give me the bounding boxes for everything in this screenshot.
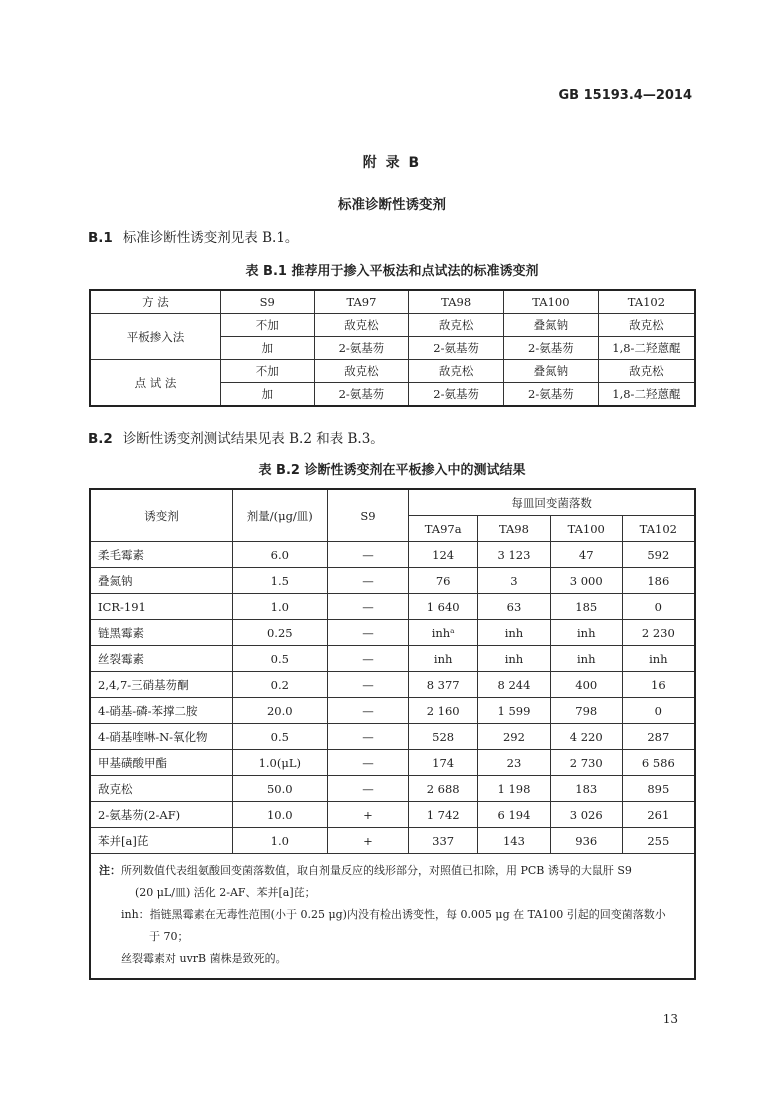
table-cell: —	[327, 646, 409, 672]
header-mutagen: 诱变剂	[90, 489, 232, 542]
table-row	[90, 646, 695, 672]
table-cell: 敌克松	[314, 314, 409, 337]
header-strain: TA97a	[409, 516, 478, 542]
mutagen-name: 4-硝基-磷-苯撑二胺	[90, 698, 232, 724]
table-cell: —	[327, 776, 409, 802]
table-cell: inh	[409, 646, 478, 672]
table-cell: 3 026	[550, 802, 622, 828]
table-cell: 183	[550, 776, 622, 802]
table-cell: 1.0(μL)	[232, 750, 327, 776]
table-cell: inh	[550, 620, 622, 646]
table-cell: 1 742	[409, 802, 478, 828]
table-cell: 敌克松	[409, 314, 504, 337]
table-cell: 528	[409, 724, 478, 750]
note-2-cont: 于 70；	[149, 930, 189, 943]
table-cell: 1 198	[478, 776, 551, 802]
table-notes	[90, 854, 695, 980]
notes-label: 注：	[99, 864, 121, 877]
table-cell: 1.0	[232, 594, 327, 620]
note-1: 所列数值代表组氨酸回变菌落数值，取自剂量反应的线形部分，对照值已扣除，用 PCB 诱导的大鼠肝 S9	[121, 864, 632, 877]
header-cell: S9	[220, 290, 314, 314]
table-row	[90, 542, 695, 568]
note-1-cont: (20 μL/皿) 活化 2-AF、苯并[a]芘；	[135, 886, 316, 899]
table-cell: 0	[622, 594, 695, 620]
table-cell: 20.0	[232, 698, 327, 724]
appendix-title: 标准诊断性诱变剂	[338, 197, 446, 213]
note-2: inh：指链黑霉素在无毒性范围(小于 0.25 μg)内没有检出诱变性，每 0.005 μg 在 TA100 引起的回变菌落数小	[121, 908, 666, 921]
table-cell: —	[327, 750, 409, 776]
table-row	[90, 776, 695, 802]
mutagen-name: 苯并[a]芘	[90, 828, 232, 854]
section-b1	[88, 226, 298, 246]
table-header-row	[90, 290, 695, 314]
header-strain: TA102	[622, 516, 695, 542]
table-cell: inh	[478, 620, 551, 646]
table-cell: 1,8-二羟蒽醌	[598, 337, 695, 360]
notes-row	[90, 854, 695, 980]
header-cell: TA97	[314, 290, 409, 314]
table-cell: 0	[622, 698, 695, 724]
header-cell: TA100	[504, 290, 599, 314]
table-cell: 3	[478, 568, 551, 594]
table-cell: 敌克松	[598, 314, 695, 337]
table-row	[90, 750, 695, 776]
mutagen-name: ICR-191	[90, 594, 232, 620]
method-cell: 点 试 法	[90, 360, 220, 407]
table-cell: 叠氮钠	[504, 360, 599, 383]
table-row	[90, 314, 695, 337]
table-cell: —	[327, 594, 409, 620]
table-cell: —	[327, 620, 409, 646]
table-cell: 10.0	[232, 802, 327, 828]
page-number: 13	[662, 1012, 678, 1026]
table-cell: 2 730	[550, 750, 622, 776]
table-cell: +	[327, 828, 409, 854]
table-row	[90, 594, 695, 620]
table-cell: +	[327, 802, 409, 828]
mutagen-name: 2-氨基芴(2-AF)	[90, 802, 232, 828]
header-cell: TA98	[409, 290, 504, 314]
table-cell: 1.5	[232, 568, 327, 594]
section-b2-text: 诊断性诱变剂测试结果见表 B.2 和表 B.3。	[122, 431, 384, 447]
table-cell: 不加	[220, 360, 314, 383]
table-cell: 不加	[220, 314, 314, 337]
table-cell: —	[327, 568, 409, 594]
table-cell: 23	[478, 750, 551, 776]
table-cell: 2-氨基芴	[409, 383, 504, 407]
method-cell: 平板掺入法	[90, 314, 220, 360]
appendix-label: 附 录 B	[362, 155, 422, 171]
table-cell: 8 377	[409, 672, 478, 698]
table-cell: 2-氨基芴	[314, 337, 409, 360]
mutagen-name: 2,4,7-三硝基芴酮	[90, 672, 232, 698]
table-cell: 186	[622, 568, 695, 594]
table-cell: 0.2	[232, 672, 327, 698]
header-strain: TA98	[478, 516, 551, 542]
table-row	[90, 620, 695, 646]
table-cell: 1,8-二羟蒽醌	[598, 383, 695, 407]
table-row	[90, 724, 695, 750]
table-row	[90, 828, 695, 854]
table-b2-caption: 表 B.2 诊断性诱变剂在平板掺入中的测试结果	[258, 463, 526, 478]
table-b1	[89, 289, 696, 407]
mutagen-name: 丝裂霉素	[90, 646, 232, 672]
table-cell: 50.0	[232, 776, 327, 802]
table-cell: 287	[622, 724, 695, 750]
table-cell: 加	[220, 337, 314, 360]
table-cell: 936	[550, 828, 622, 854]
table-cell: 174	[409, 750, 478, 776]
table-cell: 292	[478, 724, 551, 750]
table-cell: 敌克松	[314, 360, 409, 383]
mutagen-name: 柔毛霉素	[90, 542, 232, 568]
table-cell: inhᵃ	[409, 620, 478, 646]
table-cell: 4 220	[550, 724, 622, 750]
mutagen-name: 4-硝基喹啉-N-氧化物	[90, 724, 232, 750]
table-cell: 2-氨基芴	[314, 383, 409, 407]
table-cell: 1 599	[478, 698, 551, 724]
table-cell: 255	[622, 828, 695, 854]
table-cell: 6 194	[478, 802, 551, 828]
table-cell: inh	[550, 646, 622, 672]
table-row	[90, 568, 695, 594]
table-cell: 2-氨基芴	[504, 383, 599, 407]
table-cell: 6 586	[622, 750, 695, 776]
table-cell: 加	[220, 383, 314, 407]
section-b2	[88, 427, 384, 447]
table-row	[90, 672, 695, 698]
table-cell: —	[327, 698, 409, 724]
header-s9: S9	[327, 489, 409, 542]
table-cell: 2-氨基芴	[409, 337, 504, 360]
table-cell: 3 123	[478, 542, 551, 568]
table-b2	[89, 488, 696, 980]
section-b1-number: B.1	[88, 230, 113, 246]
table-cell: 895	[622, 776, 695, 802]
table-cell: 叠氮钠	[504, 314, 599, 337]
header-cell: TA102	[598, 290, 695, 314]
table-cell: —	[327, 542, 409, 568]
table-cell: 400	[550, 672, 622, 698]
table-cell: 0.25	[232, 620, 327, 646]
mutagen-name: 敌克松	[90, 776, 232, 802]
section-b2-number: B.2	[88, 431, 113, 447]
table-cell: 3 000	[550, 568, 622, 594]
table-cell: 798	[550, 698, 622, 724]
table-cell: 76	[409, 568, 478, 594]
table-cell: —	[327, 724, 409, 750]
table-cell: 337	[409, 828, 478, 854]
table-cell: 63	[478, 594, 551, 620]
note-3: 丝裂霉素对 uvrB 菌株是致死的。	[121, 952, 287, 965]
header-cell: 方 法	[90, 290, 220, 314]
table-cell: 185	[550, 594, 622, 620]
table-cell: inh	[622, 646, 695, 672]
table-row	[90, 360, 695, 383]
table-row	[90, 698, 695, 724]
table-cell: 1.0	[232, 828, 327, 854]
table-cell: 0.5	[232, 646, 327, 672]
mutagen-name: 链黑霉素	[90, 620, 232, 646]
table-cell: 敌克松	[409, 360, 504, 383]
mutagen-name: 甲基磺酸甲酯	[90, 750, 232, 776]
table-cell: 2 160	[409, 698, 478, 724]
document-number: GB 15193.4—2014	[558, 88, 692, 103]
section-b1-text: 标准诊断性诱变剂见表 B.1。	[122, 230, 299, 246]
mutagen-name: 叠氮钠	[90, 568, 232, 594]
table-cell: 1 640	[409, 594, 478, 620]
table-cell: 0.5	[232, 724, 327, 750]
header-strain: TA100	[550, 516, 622, 542]
table-cell: —	[327, 672, 409, 698]
table-cell: 2-氨基芴	[504, 337, 599, 360]
table-header-row	[90, 489, 695, 516]
header-colony-count: 每皿回变菌落数	[409, 489, 695, 516]
table-cell: 8 244	[478, 672, 551, 698]
table-cell: 124	[409, 542, 478, 568]
table-cell: 2 230	[622, 620, 695, 646]
table-cell: inh	[478, 646, 551, 672]
table-cell: 6.0	[232, 542, 327, 568]
table-cell: 16	[622, 672, 695, 698]
table-cell: 47	[550, 542, 622, 568]
table-cell: 143	[478, 828, 551, 854]
table-cell: 2 688	[409, 776, 478, 802]
table-cell: 592	[622, 542, 695, 568]
header-dose: 剂量/(μg/皿)	[232, 489, 327, 542]
table-b1-caption: 表 B.1 推荐用于掺入平板法和点试法的标准诱变剂	[245, 264, 539, 279]
table-cell: 敌克松	[598, 360, 695, 383]
table-cell: 261	[622, 802, 695, 828]
table-row	[90, 802, 695, 828]
